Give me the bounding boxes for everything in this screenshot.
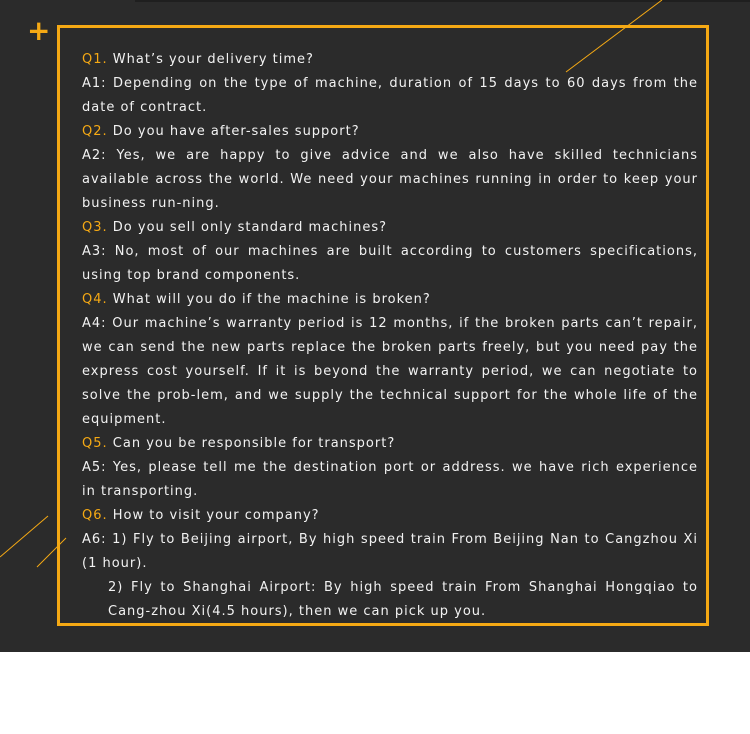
faq-question [82,48,698,72]
question-label: Q2. [82,124,108,139]
question-label: Q3. [82,220,108,235]
question-text: Can you be responsible for transport? [112,436,396,451]
faq-answer: A1: Depending on the type of machine, duration of 15 days to 60 days from the date of contract. [82,76,698,115]
plus-icon: + [27,14,51,47]
question-label: Q4. [82,292,108,307]
left-accent-line-1 [0,516,48,557]
faq-answer: A5: Yes, please tell me the destination port or address. we have rich experience in transporting. [82,460,698,499]
faq-answer-continued: 2) Fly to Shanghai Airport: By high speed train From Shanghai Hongqiao to Cang-zhou Xi(4.5 hours), then we can pick up you. [108,580,698,619]
faq-answer: A6: 1) Fly to Beijing airport, By high speed train From Beijing Nan to Cangzhou Xi (1 hour). [82,532,698,571]
faq-answer: A4: Our machine’s warranty period is 12 months, if the broken parts can’t repair, we can send the new parts replace the broken parts freely, but you need pay the express cost yourself. If it is beyond the warranty period, we can negotiate to solve the prob-lem, and we supply the technical support for the whole life of the equipment. [82,316,698,427]
question-text: How to visit your company? [112,508,320,523]
question-label: Q6. [82,508,108,523]
question-label: Q5. [82,436,108,451]
faq-question [82,432,698,456]
question-text: What will you do if the machine is broken? [112,292,431,307]
question-text: What’s your delivery time? [112,52,314,67]
faq-question [82,216,698,240]
question-text: Do you have after-sales support? [112,124,360,139]
faq-answer: A2: Yes, we are happy to give advice and we also have skilled technicians available across the world. We need your machines running in order to keep your business run-ning. [82,148,698,211]
faq-question [82,120,698,144]
faq-answer: A3: No, most of our machines are built according to customers specifications, using top brand components. [82,244,698,283]
question-label: Q1. [82,52,108,67]
faq-question [82,288,698,312]
faq-list [82,48,698,624]
question-text: Do you sell only standard machines? [112,220,387,235]
faq-question [82,504,698,528]
